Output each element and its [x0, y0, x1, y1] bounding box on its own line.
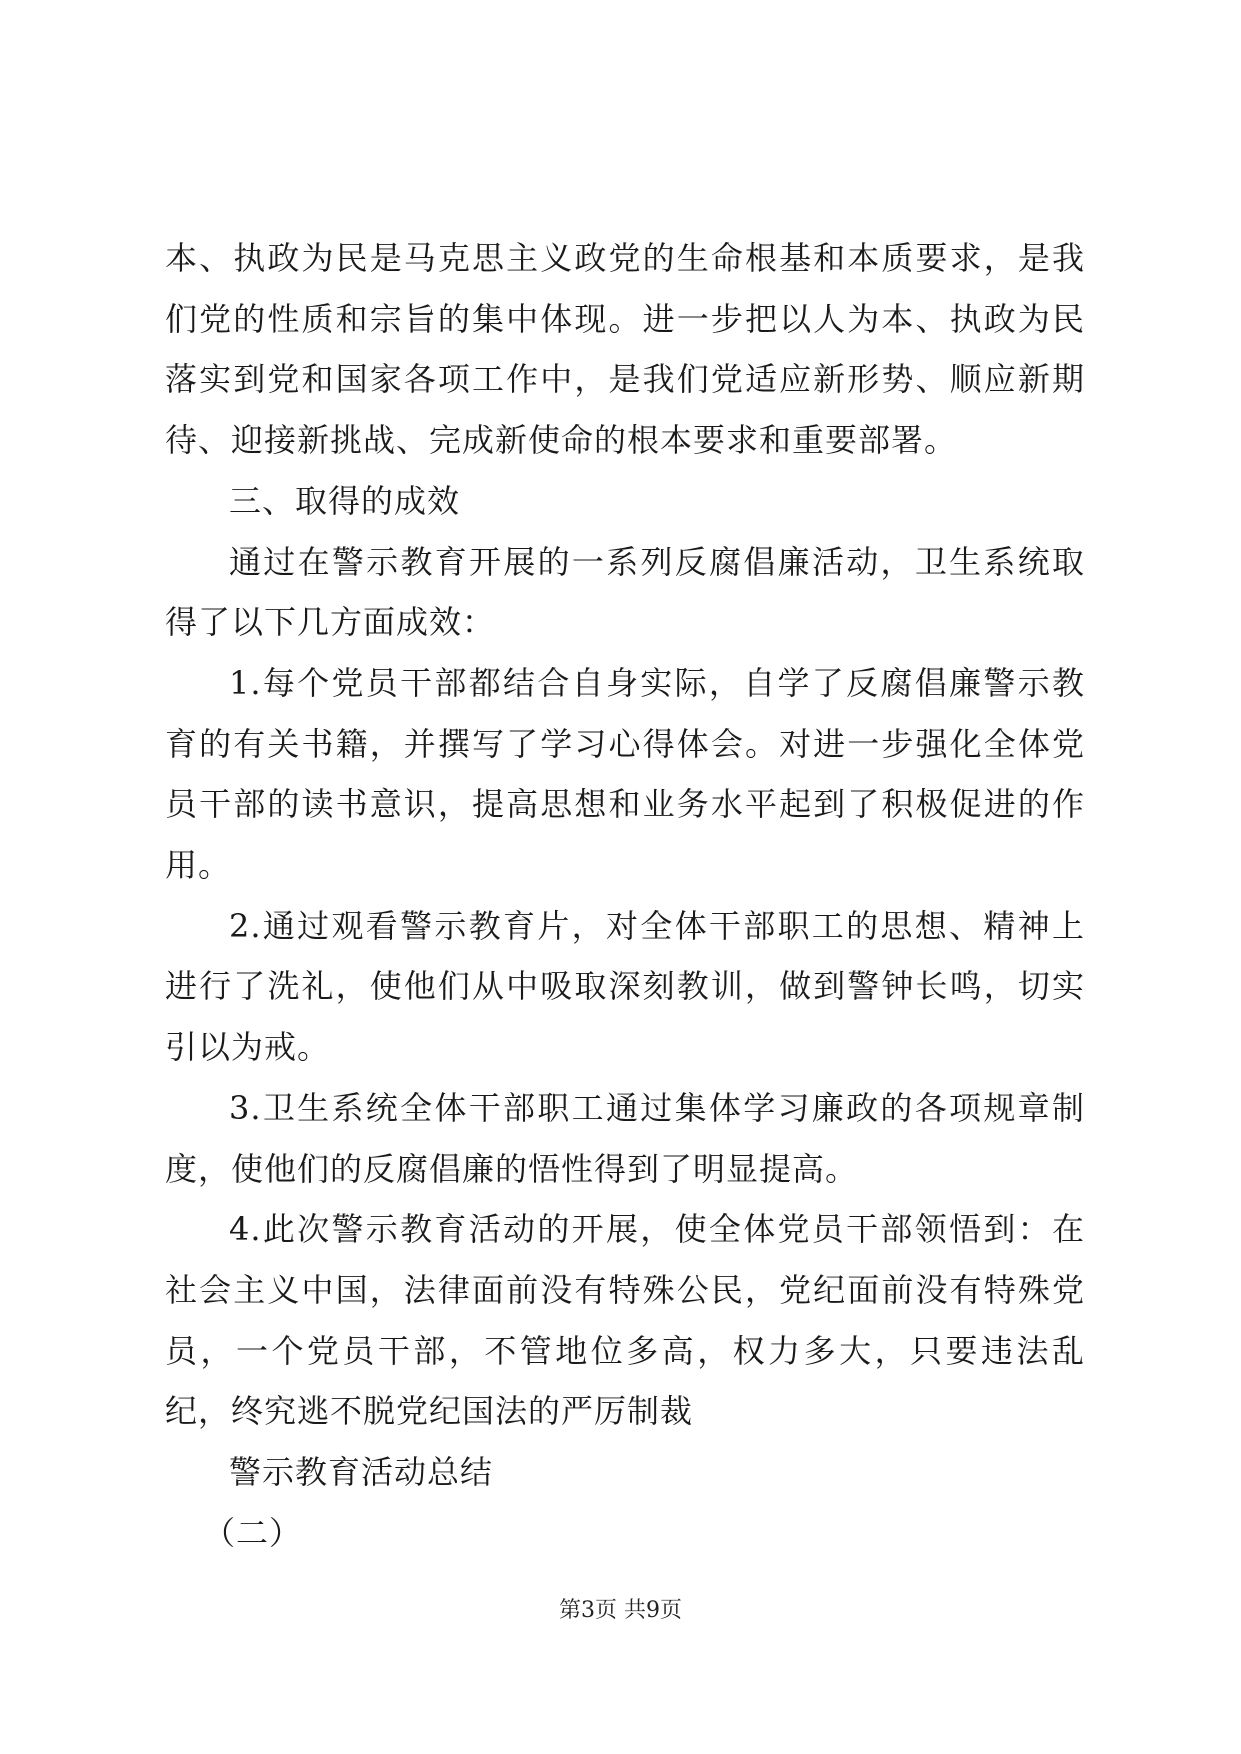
list-item-3: 3.卫生系统全体干部职工通过集体学习廉政的各项规章制度，使他们的反腐倡廉的悟性得到了明显提高。	[165, 1088, 1085, 1188]
list-item-1: 1.每个党员干部都结合自身实际，自学了反腐倡廉警示教育的有关书籍，并撰写了学习心得体会。对进一步强化全体党员干部的读书意识，提高思想和业务水平起到了积极促进的作用。	[165, 663, 1085, 885]
paragraph-continuation: 本、执政为民是马克思主义政党的生命根基和本质要求，是我们党的性质和宗旨的集中体现。进一步把以人为本、执政为民落实到党和国家各项工作中，是我们党适应新形势、顺应新期待、迎接新挑战、完成新使命的根本要求和重要部署。	[165, 239, 1085, 460]
next-document-subtitle: （二）	[203, 1513, 303, 1552]
document-body	[165, 228, 1085, 1563]
next-document-title: 警示教育活动总结	[229, 1453, 494, 1492]
paragraph-intro: 通过在警示教育开展的一系列反腐倡廉活动，卫生系统取得了以下几方面成效：	[165, 542, 1085, 642]
list-item-4: 4.此次警示教育活动的开展，使全体党员干部领悟到：在社会主义中国，法律面前没有特殊公民，党纪面前没有特殊党员，一个党员干部，不管地位多高，权力多大，只要违法乱纪，终究逃不脱党纪国法的严厉制裁	[165, 1210, 1085, 1431]
list-item-2: 2.通过观看警示教育片，对全体干部职工的思想、精神上进行了洗礼，使他们从中吸取深刻教训，做到警钟长鸣，切实引以为戒。	[165, 906, 1085, 1067]
page-number-footer: 第3页 共9页	[559, 1598, 682, 1623]
section-heading: 三、取得的成效	[229, 481, 461, 520]
